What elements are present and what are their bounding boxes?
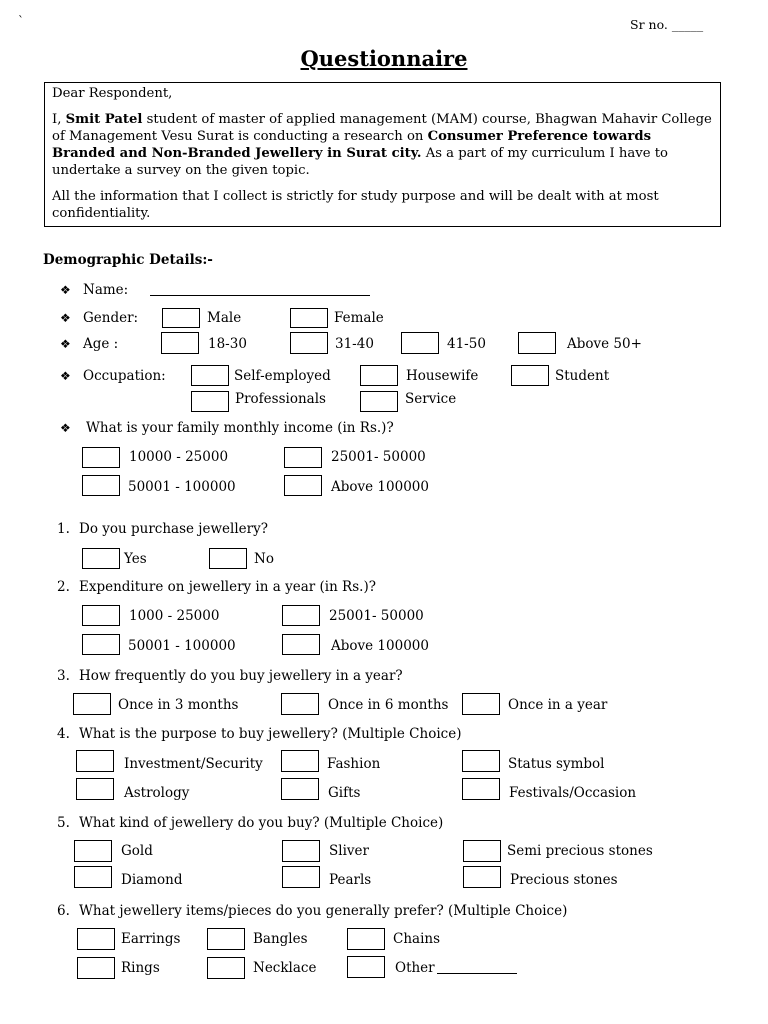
checkbox-frequency-3[interactable] [462,693,500,715]
option-income-2: 25001- 50000 [331,449,426,465]
option-purpose-4: Astrology [124,785,190,801]
option-income-3: 50001 - 100000 [128,479,236,495]
option-self-employed: Self-employed [234,368,331,384]
option-age-18-30: 18-30 [208,336,247,352]
checkbox-income-3[interactable] [82,475,120,496]
checkbox-expenditure-2[interactable] [282,605,320,626]
checkbox-income-2[interactable] [284,447,322,468]
checkbox-student[interactable] [511,365,549,386]
checkbox-purpose-4[interactable] [76,778,114,800]
option-age-above-50: Above 50+ [567,336,642,352]
option-student: Student [555,368,610,384]
tick-mark: ` [18,14,24,28]
option-kind-4: Diamond [121,872,183,888]
option-purpose-3: Status symbol [508,756,605,772]
option-housewife: Housewife [406,368,479,384]
option-expenditure-4: Above 100000 [331,638,429,654]
question-2-number: 2. [57,579,70,595]
question-5-number: 5. [57,815,70,831]
option-kind-3: Semi precious stones [507,843,653,859]
question-2-text: Expenditure on jewellery in a year (in Rs.)? [79,579,376,595]
checkbox-purpose-1[interactable] [76,750,114,772]
option-item-5: Necklace [253,960,317,976]
question-4-text: What is the purpose to buy jewellery? (Multiple Choice) [79,726,462,742]
checkbox-yes[interactable] [82,548,120,569]
option-item-3: Chains [393,931,441,947]
checkbox-kind-1[interactable] [74,840,112,862]
option-no: No [254,551,274,567]
intro-paragraph-2: All the information that I collect is strictly for study purpose and will be dealt with at most confidentiality. [52,189,659,221]
bullet-icon: ❖ [60,369,71,383]
option-frequency-2: Once in 6 months [328,697,449,713]
option-expenditure-2: 25001- 50000 [329,608,424,624]
checkbox-age-above-50[interactable] [518,332,556,354]
checkbox-item-2[interactable] [207,928,245,950]
option-kind-6: Precious stones [510,872,618,888]
checkbox-kind-3[interactable] [463,840,501,862]
demographic-heading: Demographic Details:- [43,252,213,268]
serial-number [630,17,703,32]
checkbox-service[interactable] [360,391,398,412]
intro-p1-b: student of master of applied management (MAM) course, Bhagwan Mahavir College of Management Vesu Surat is conducting a research on [52,112,712,144]
checkbox-frequency-1[interactable] [73,693,111,715]
checkbox-purpose-3[interactable] [462,750,500,772]
question-3-number: 3. [57,668,70,684]
question-4-number: 4. [57,726,70,742]
bullet-icon: ❖ [60,311,71,325]
option-age-31-40: 31-40 [335,336,374,352]
checkbox-income-1[interactable] [82,447,120,468]
question-3-text: How frequently do you buy jewellery in a year? [79,668,403,684]
checkbox-professionals[interactable] [191,391,229,412]
name-label: Name: [83,282,129,298]
checkbox-age-18-30[interactable] [161,332,199,354]
serial-number-blank: _____ [671,17,704,32]
intro-letter [44,82,721,227]
option-income-4: Above 100000 [331,479,429,495]
question-5-text: What kind of jewellery do you buy? (Multiple Choice) [79,815,444,831]
checkbox-expenditure-4[interactable] [282,634,320,655]
checkbox-kind-2[interactable] [282,840,320,862]
question-1-number: 1. [57,521,70,537]
researcher-name: Smit Patel [65,112,143,127]
gender-label: Gender: [83,310,139,326]
checkbox-self-employed[interactable] [191,365,229,386]
serial-number-label: Sr no. [630,17,668,32]
other-input-line[interactable] [437,973,517,974]
checkbox-kind-4[interactable] [74,866,112,888]
income-question: What is your family monthly income (in Rs.)? [86,420,394,436]
checkbox-age-31-40[interactable] [290,332,328,354]
option-service: Service [405,391,457,407]
bullet-icon: ❖ [60,421,71,435]
checkbox-male[interactable] [162,308,200,328]
question-1-text: Do you purchase jewellery? [79,521,268,537]
checkbox-housewife[interactable] [360,365,398,386]
option-expenditure-3: 50001 - 100000 [128,638,236,654]
research-topic: Consumer Preference towards Branded and Non-Branded Jewellery in Surat city. [52,129,652,161]
checkbox-female[interactable] [290,308,328,328]
option-kind-5: Pearls [329,872,372,888]
checkbox-kind-6[interactable] [463,866,501,888]
question-6-number: 6. [57,903,70,919]
option-male: Male [207,310,242,326]
option-frequency-1: Once in 3 months [118,697,239,713]
option-yes: Yes [124,551,147,567]
bullet-icon: ❖ [60,337,71,351]
question-6-text: What jewellery items/pieces do you generally prefer? (Multiple Choice) [79,903,568,919]
checkbox-age-41-50[interactable] [401,332,439,354]
checkbox-purpose-6[interactable] [462,778,500,800]
checkbox-purpose-5[interactable] [281,778,319,800]
option-purpose-1: Investment/Security [124,756,263,772]
option-kind-1: Gold [121,843,153,859]
greeting: Dear Respondent, [52,86,173,101]
checkbox-item-6[interactable] [347,956,385,978]
option-purpose-6: Festivals/Occasion [509,785,637,801]
option-item-2: Bangles [253,931,308,947]
checkbox-expenditure-3[interactable] [82,634,120,655]
checkbox-purpose-2[interactable] [281,750,319,772]
option-income-1: 10000 - 25000 [129,449,229,465]
intro-p1-a: I, [52,112,62,127]
checkbox-item-3[interactable] [347,928,385,950]
checkbox-income-4[interactable] [284,475,322,496]
age-label: Age : [83,336,119,352]
checkbox-kind-5[interactable] [282,866,320,888]
option-item-6: Other [395,960,435,976]
page-title: Questionnaire [300,46,468,71]
option-female: Female [334,310,384,326]
option-expenditure-1: 1000 - 25000 [129,608,220,624]
bullet-icon: ❖ [60,283,71,297]
option-item-1: Earrings [121,931,181,947]
option-item-4: Rings [121,960,160,976]
checkbox-expenditure-1[interactable] [82,605,120,626]
option-purpose-5: Gifts [328,785,361,801]
intro-p1-c: As a part of my curriculum I have to undertake a survey on the given topic. [52,146,668,178]
option-age-41-50: 41-50 [447,336,486,352]
option-kind-2: Sliver [329,843,369,859]
checkbox-item-5[interactable] [207,957,245,979]
checkbox-item-1[interactable] [77,928,115,950]
option-purpose-2: Fashion [327,756,381,772]
option-frequency-3: Once in a year [508,697,608,713]
checkbox-no[interactable] [209,548,247,569]
occupation-label: Occupation: [83,368,166,384]
checkbox-item-4[interactable] [77,957,115,979]
name-input-line[interactable] [150,295,370,296]
intro-paragraph-1 [52,111,713,179]
checkbox-frequency-2[interactable] [281,693,319,715]
option-professionals: Professionals [235,391,326,407]
